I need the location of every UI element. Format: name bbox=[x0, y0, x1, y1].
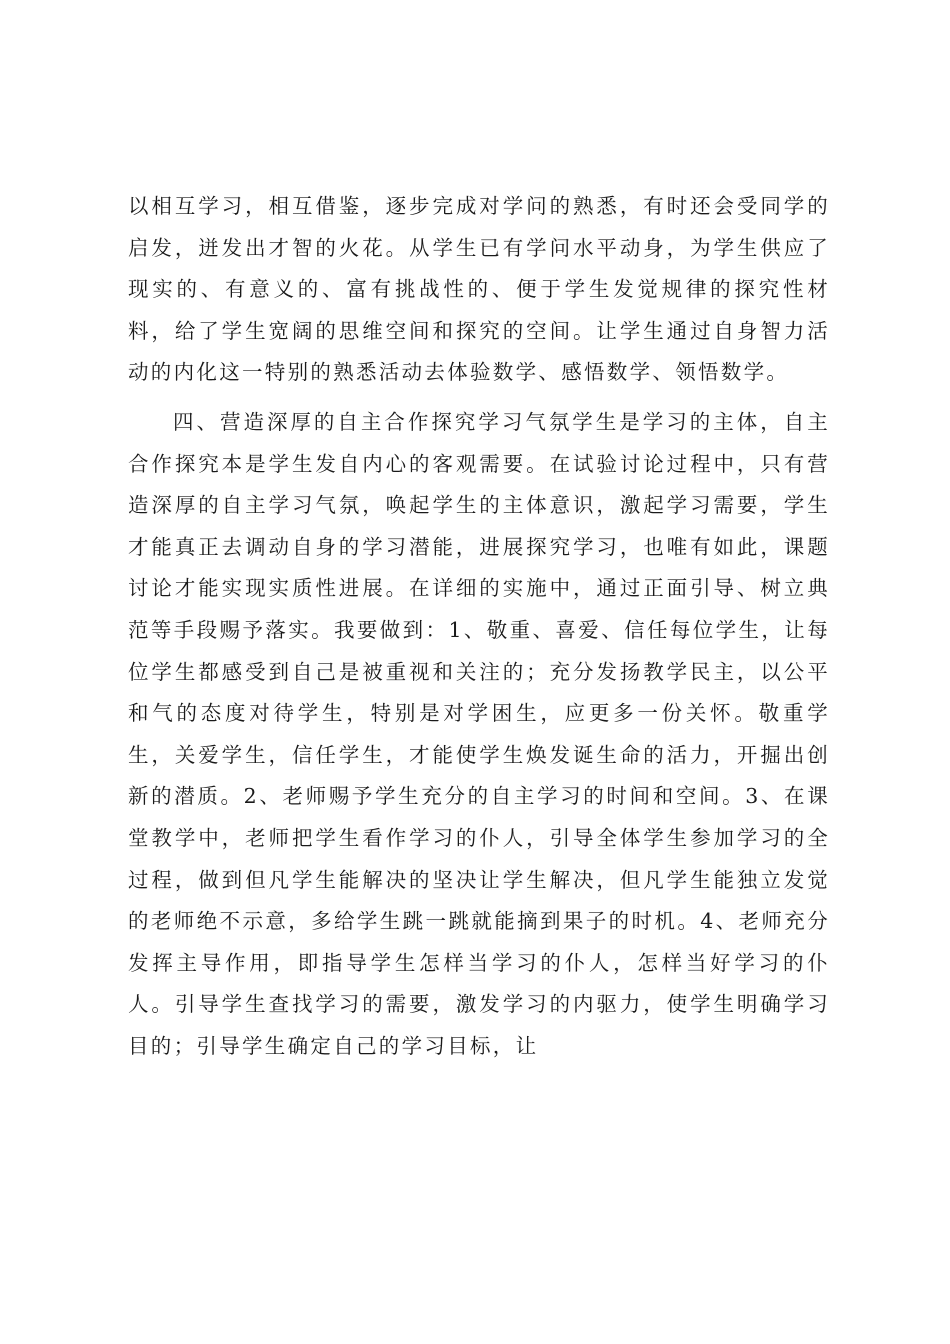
paragraph-section-four: 四、营造深厚的自主合作探究学习气氛学生是学习的主体，自主合作探究本是学生发自内心的客观需要。在试验讨论过程中，只有营造深厚的自主学习气氛，唤起学生的主体意识，激起学习需要，学生才能真正去调动自身的学习潜能，进展探究学习，也唯有如此，课题讨论才能实现实质性进展。在详细的实施中，通过正面引导、树立典范等手段赐予落实。我要做到：1、敬重、喜爱、信任每位学生，让每位学生都感受到自己是被重视和关注的；充分发扬教学民主，以公平和气的态度对待学生，特别是对学困生，应更多一份关怀。敬重学生，关爱学生，信任学生，才能使学生焕发诞生命的活力，开掘出创新的潜质。2、老师赐予学生充分的自主学习的时间和空间。3、在课堂教学中，老师把学生看作学习的仆人，引导全体学生参加学习的全过程，做到但凡学生能解决的坚决让学生解决，但凡学生能独立发觉的老师绝不示意，多给学生跳一跳就能摘到果子的时机。4、老师充分发挥主导作用，即指导学生怎样当学习的仆人，怎样当好学习的仆人。引导学生查找学习的需要，激发学习的内驱力，使学生明确学习目的；引导学生确定自己的学习目标，让 bbox=[128, 409, 830, 1058]
paragraph-continued: 以相互学习，相互借鉴，逐步完成对学问的熟悉，有时还会受同学的启发，迸发出才智的火花。从学生已有学问水平动身，为学生供应了现实的、有意义的、富有挑战性的、便于学生发觉规律的探究性材料，给了学生宽阔的思维空间和探究的空间。让学生通过自身智力活动的内化这一特别的熟悉活动去体验数学、感悟数学、领悟数学。 bbox=[128, 194, 830, 385]
document-body bbox=[128, 186, 830, 1067]
